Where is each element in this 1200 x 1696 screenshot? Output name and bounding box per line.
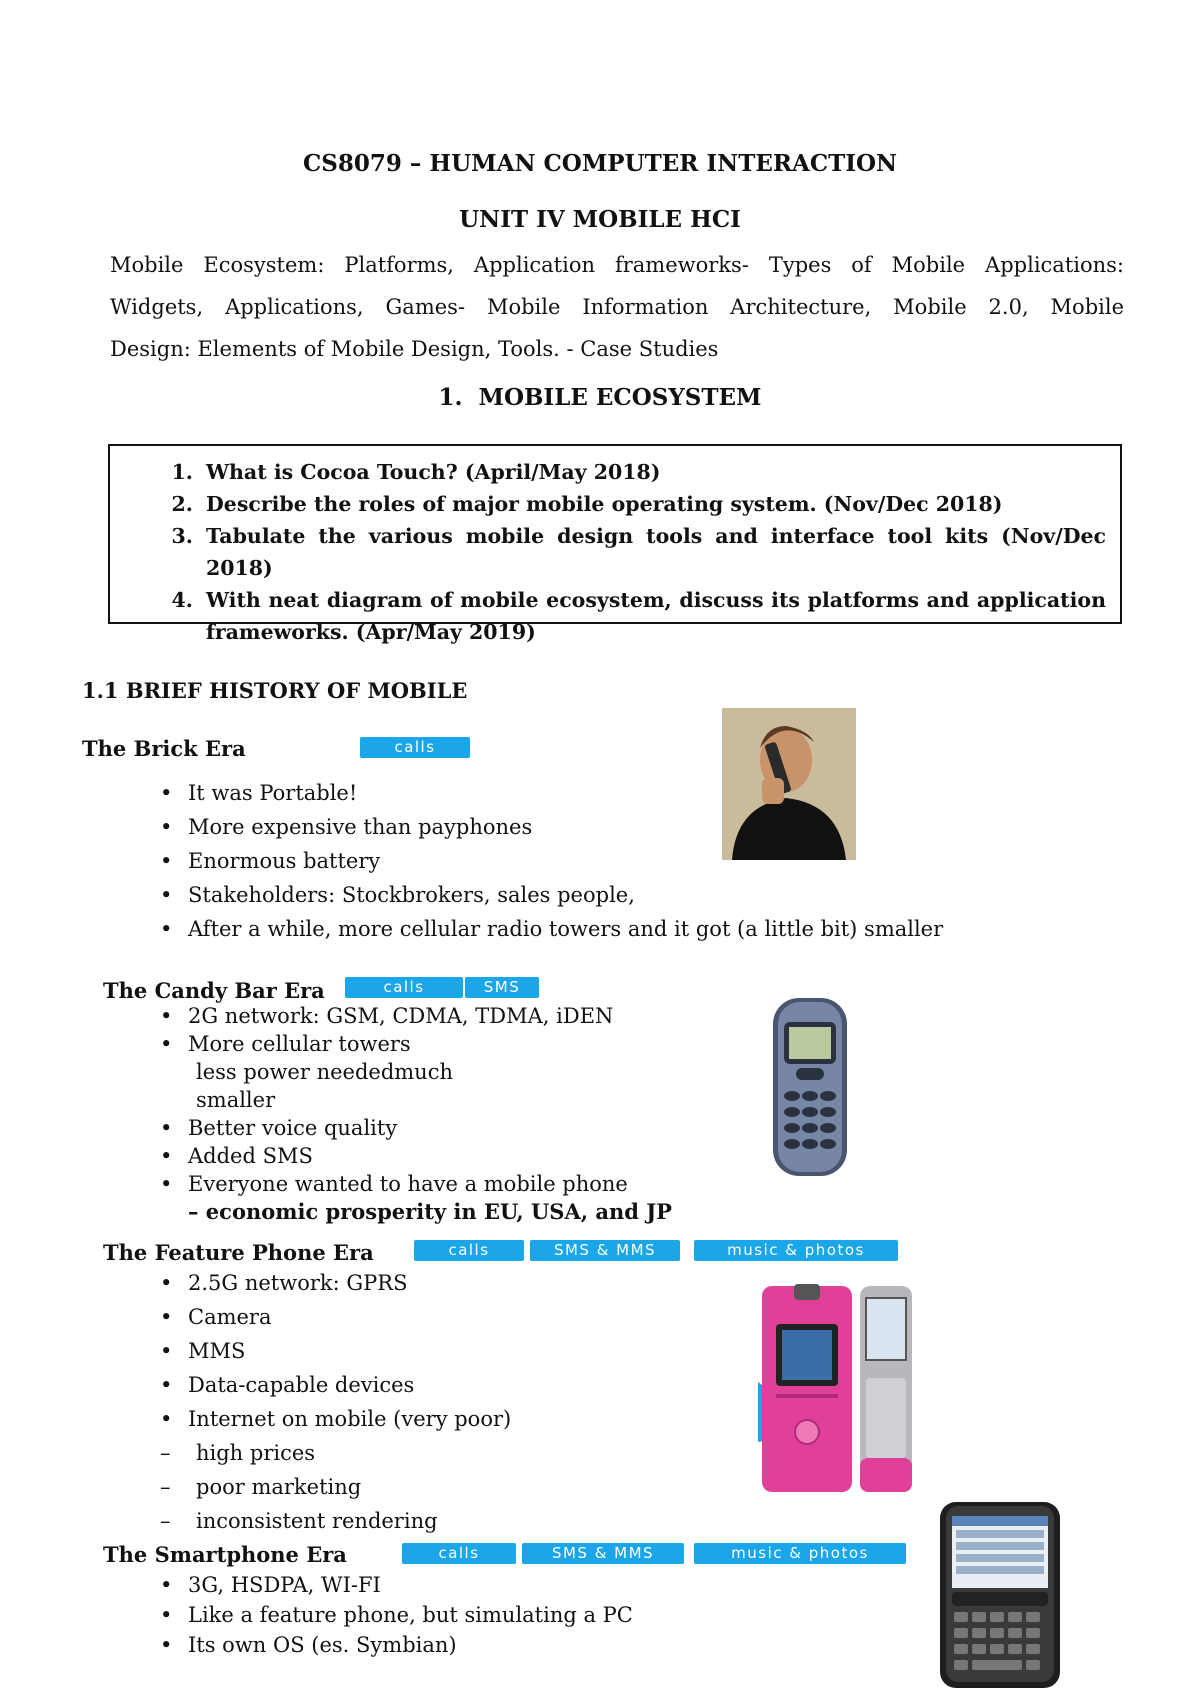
nokia-phone-image bbox=[770, 996, 850, 1178]
unit-syllabus bbox=[110, 244, 1124, 370]
list-item: • Its own OS (es. Symbian) bbox=[160, 1633, 457, 1657]
tag-calls: calls bbox=[360, 737, 470, 758]
list-item: – inconsistent rendering bbox=[160, 1509, 438, 1533]
list-item: – economic prosperity in EU, USA, and JP bbox=[188, 1199, 672, 1224]
feature-era-title: The Feature Phone Era bbox=[103, 1240, 374, 1265]
list-item: – poor marketing bbox=[160, 1475, 362, 1499]
brick-era-title: The Brick Era bbox=[82, 736, 246, 761]
list-item: smaller bbox=[196, 1088, 276, 1112]
list-item: • More cellular towers bbox=[160, 1032, 411, 1056]
course-title: CS8079 – HUMAN COMPUTER INTERACTION bbox=[302, 150, 898, 177]
tag-calls: calls bbox=[414, 1240, 524, 1261]
list-item: • Better voice quality bbox=[160, 1116, 398, 1140]
section-number: 1. bbox=[438, 384, 463, 411]
tag-sms: SMS bbox=[465, 977, 539, 998]
list-item: • Added SMS bbox=[160, 1144, 313, 1168]
list-item: • After a while, more cellular radio towers and it got (a little bit) smaller bbox=[160, 917, 944, 941]
blackberry-phone-image bbox=[938, 1500, 1062, 1690]
razr-phones-image bbox=[754, 1282, 916, 1496]
unit-title: UNIT IV MOBILE HCI bbox=[459, 206, 741, 233]
tag-calls: calls bbox=[345, 977, 463, 998]
syllabus-line: Widgets, Applications, Games- Mobile Information Architecture, Mobile 2.0, Mobile bbox=[110, 295, 1124, 319]
syllabus-line: Mobile Ecosystem: Platforms, Application frameworks- Types of Mobile Applications: bbox=[110, 253, 1124, 277]
list-item: – high prices bbox=[160, 1441, 316, 1465]
tag-calls: calls bbox=[402, 1543, 516, 1564]
section-title: MOBILE ECOSYSTEM bbox=[478, 384, 762, 411]
list-item: • 3G, HSDPA, WI-FI bbox=[160, 1573, 381, 1597]
list-item: • Data-capable devices bbox=[160, 1373, 415, 1397]
smartphone-era-title: The Smartphone Era bbox=[103, 1542, 347, 1567]
question-item: 1. What is Cocoa Touch? (April/May 2018) bbox=[200, 456, 1106, 488]
syllabus-line: Design: Elements of Mobile Design, Tools. - Case Studies bbox=[110, 337, 719, 361]
list-item: • Like a feature phone, but simulating a PC bbox=[160, 1603, 633, 1627]
list-item: • Stakeholders: Stockbrokers, sales people, bbox=[160, 883, 635, 907]
history-heading: 1.1 BRIEF HISTORY OF MOBILE bbox=[82, 678, 468, 703]
section-heading bbox=[0, 384, 1200, 411]
list-item: • Internet on mobile (very poor) bbox=[160, 1407, 512, 1431]
question-item: 2. Describe the roles of major mobile operating system. (Nov/Dec 2018) bbox=[200, 488, 1106, 520]
list-item: less power neededmuch bbox=[196, 1060, 453, 1084]
tag-music-photos: music & photos bbox=[694, 1543, 906, 1564]
list-item: • More expensive than payphones bbox=[160, 815, 533, 839]
list-item: • It was Portable! bbox=[160, 781, 358, 805]
candy-era-title: The Candy Bar Era bbox=[103, 978, 325, 1003]
list-item: • 2G network: GSM, CDMA, TDMA, iDEN bbox=[160, 1004, 614, 1028]
questions-list bbox=[110, 446, 1120, 648]
question-item: 3. Tabulate the various mobile design tools and interface tool kits (Nov/Dec 2018) bbox=[200, 520, 1106, 584]
brick-phone-photo bbox=[722, 708, 856, 860]
questions-box bbox=[108, 444, 1122, 644]
tag-sms-mms: SMS & MMS bbox=[522, 1543, 684, 1564]
tag-sms-mms: SMS & MMS bbox=[530, 1240, 680, 1261]
tag-music-photos: music & photos bbox=[694, 1240, 898, 1261]
question-item: 4. With neat diagram of mobile ecosystem, discuss its platforms and application frameworks. (Apr/May 2019) bbox=[200, 584, 1106, 648]
list-item: • 2.5G network: GPRS bbox=[160, 1271, 408, 1295]
list-item: • MMS bbox=[160, 1339, 246, 1363]
list-item: • Everyone wanted to have a mobile phone bbox=[160, 1172, 628, 1196]
list-item: • Camera bbox=[160, 1305, 272, 1329]
list-item: • Enormous battery bbox=[160, 849, 381, 873]
